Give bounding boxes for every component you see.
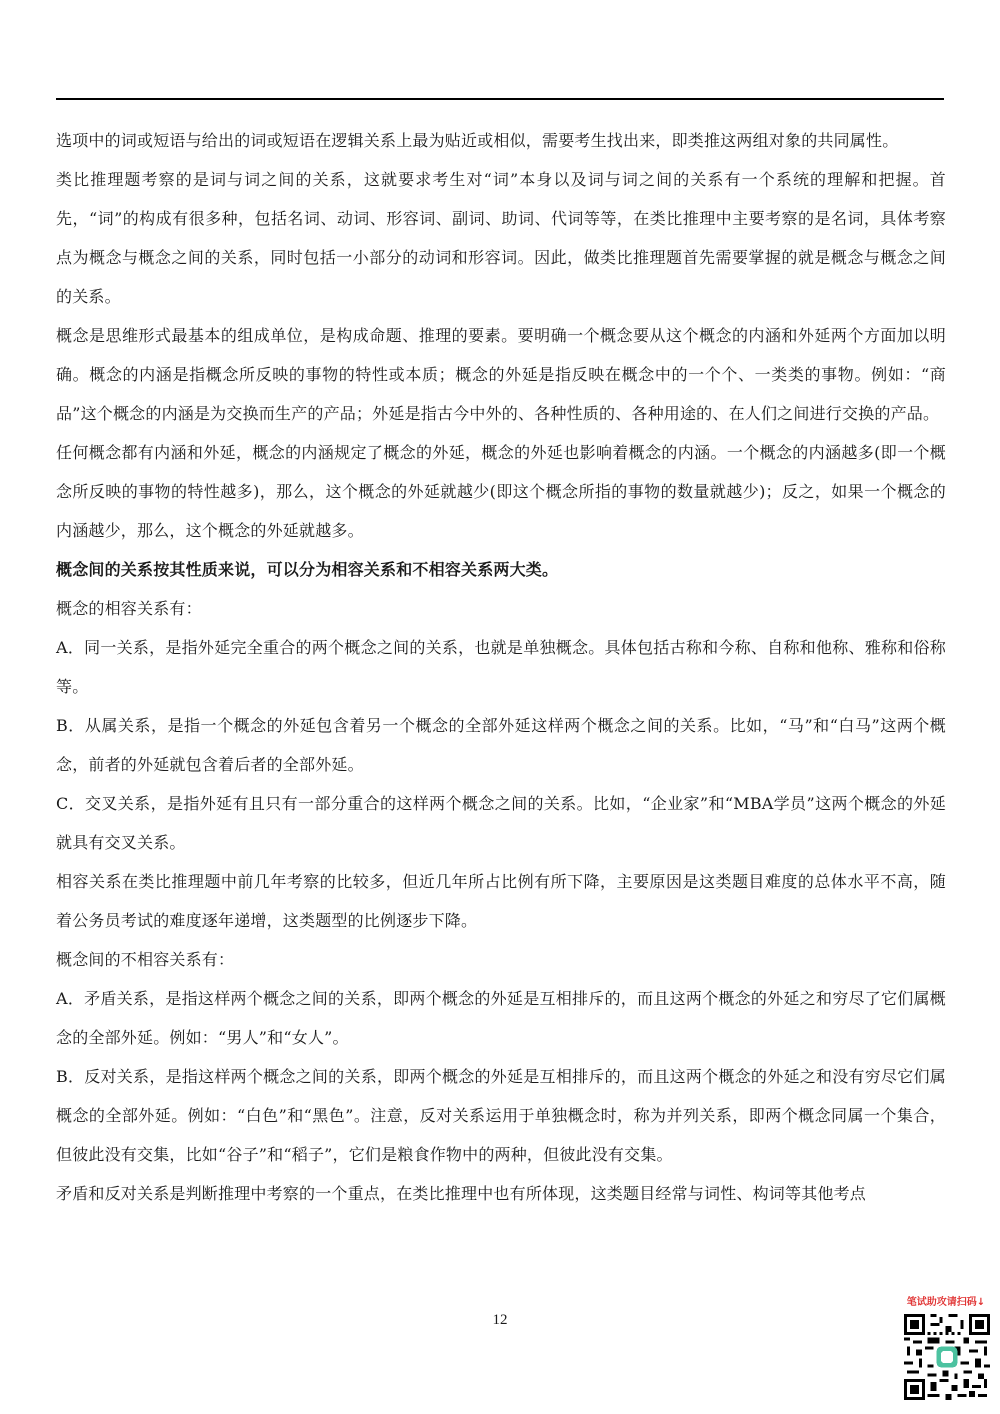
paragraph: 相容关系在类比推理题中前几年考察的比较多，但近几年所占比例有所下降，主要原因是这类题目难度的总体水平不高，随着公务员考试的难度逐年递增，这类题型的比例逐步下降。 (56, 872, 946, 930)
qr-caption: 笔试助攻请扫码↓ (906, 1297, 986, 1308)
section-heading: 概念间的关系按其性质来说，可以分为相容关系和不相容关系两大类。 (56, 560, 559, 579)
paragraph: 矛盾和反对关系是判断推理中考察的一个重点，在类比推理中也有所体现，这类题目经常与词性、构词等其他考点 (56, 1184, 867, 1203)
paragraph: A．同一关系，是指外延完全重合的两个概念之间的关系，也就是单独概念。具体包括古称和今称、自称和他称、雅称和俗称等。 (56, 638, 946, 696)
paragraph: 概念间的不相容关系有： (56, 950, 235, 969)
qr-promo (898, 1296, 994, 1406)
paragraph: B．反对关系，是指这样两个概念之间的关系，即两个概念的外延是互相排斥的，而且这两个概念的外延之和没有穷尽它们属概念的全部外延。例如：“白色”和“黑色”。注意，反对关系运用于单独概念时，称为并列关系，即两个概念同属一个集合，但彼此没有交集，比如“谷子”和“稻子”，它们是粮食作物中的两种，但彼此没有交集。 (56, 1067, 946, 1164)
paragraph: 概念是思维形式最基本的组成单位，是构成命题、推理的要素。要明确一个概念要从这个概念的内涵和外延两个方面加以明确。概念的内涵是指概念所反映的事物的特性或本质；概念的外延是指反映在概念中的一个个、一类类的事物。例如：“商品”这个概念的内涵是为交换而生产的产品；外延是指古今中外的、各种性质的、各种用途的、在人们之间进行交换的产品。 (56, 326, 946, 423)
paragraph: B．从属关系，是指一个概念的外延包含着另一个概念的全部外延这样两个概念之间的关系。比如，“马”和“白马”这两个概念，前者的外延就包含着后者的全部外延。 (56, 716, 946, 774)
paragraph: C．交叉关系，是指外延有且只有一部分重合的这样两个概念之间的关系。比如，“企业家”和“MBA学员”这两个概念的外延就具有交叉关系。 (56, 794, 946, 852)
document-body (56, 121, 946, 1213)
header-rule (56, 98, 944, 100)
paragraph: 选项中的词或短语与给出的词或短语在逻辑关系上最为贴近或相似，需要考生找出来，即类推这两组对象的共同属性。 (56, 131, 899, 150)
paragraph: A．矛盾关系，是指这样两个概念之间的关系，即两个概念的外延是互相排斥的，而且这两个概念的外延之和穷尽了它们属概念的全部外延。例如：“男人”和“女人”。 (56, 989, 946, 1047)
paragraph: 任何概念都有内涵和外延，概念的内涵规定了概念的外延，概念的外延也影响着概念的内涵。一个概念的内涵越多(即一个概念所反映的事物的特性越多)，那么，这个概念的外延就越少(即这个概念所指的事物的数量就越少)；反之，如果一个概念的内涵越少，那么，这个概念的外延就越多。 (56, 443, 946, 540)
qr-code-icon[interactable] (904, 1314, 990, 1400)
paragraph: 概念的相容关系有： (56, 599, 202, 618)
paragraph: 类比推理题考察的是词与词之间的关系，这就要求考生对“词”本身以及词与词之间的关系有一个系统的理解和把握。首先，“词”的构成有很多种，包括名词、动词、形容词、副词、助词、代词等等，在类比推理中主要考察的是名词，具体考察点为概念与概念之间的关系，同时包括一小部分的动词和形容词。因此，做类比推理题首先需要掌握的就是概念与概念之间的关系。 (56, 170, 946, 306)
page-number: 12 (492, 1312, 508, 1328)
